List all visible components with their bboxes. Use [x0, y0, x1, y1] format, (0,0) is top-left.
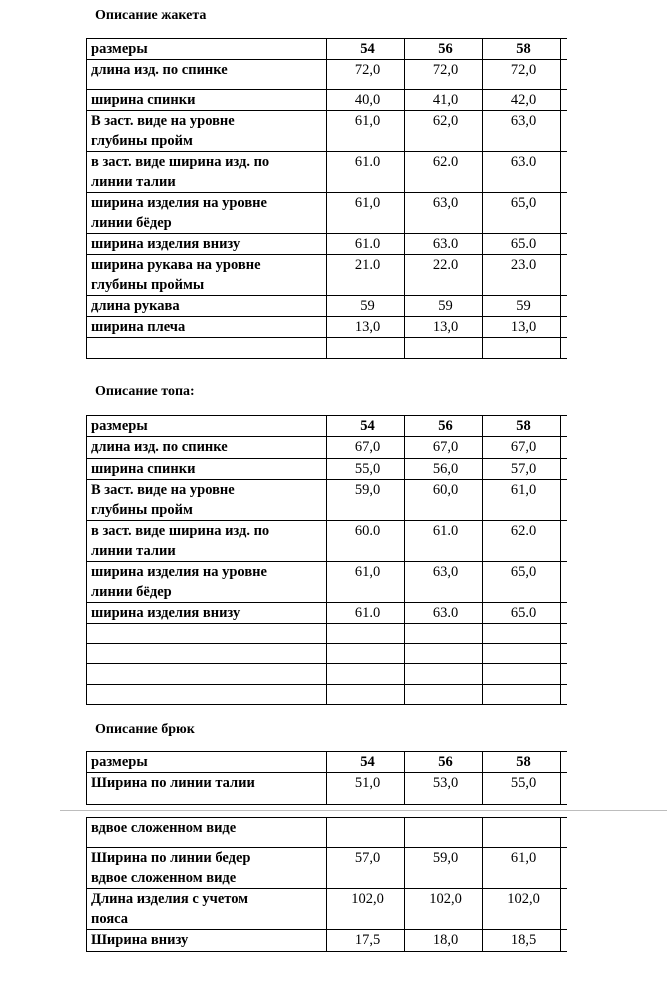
table-row	[87, 773, 567, 805]
table-row-empty	[87, 624, 567, 644]
table-cell	[561, 255, 567, 296]
row-value: 63.0	[405, 234, 483, 255]
table-cell	[561, 296, 567, 317]
row-label: длина изд. по спинке	[87, 437, 327, 459]
table-cell	[561, 459, 567, 480]
row-label: Длина изделия с учетом пояса	[87, 889, 327, 930]
row-value: 53,0	[405, 773, 483, 805]
table-header-row	[87, 39, 567, 60]
size-56-header: 56	[405, 752, 483, 773]
size-54-header: 54	[327, 39, 405, 60]
row-value: 18,0	[405, 930, 483, 952]
row-value	[483, 818, 561, 848]
table-row	[87, 562, 567, 603]
table-cell	[561, 685, 567, 705]
row-value: 102,0	[405, 889, 483, 930]
page-break-line	[60, 810, 667, 811]
row-value: 61,0	[327, 193, 405, 234]
row-value	[405, 818, 483, 848]
row-value: 23.0	[483, 255, 561, 296]
row-value: 61.0	[327, 152, 405, 193]
table-cell	[561, 60, 567, 90]
row-value: 61.0	[405, 521, 483, 562]
row-label: Ширина внизу	[87, 930, 327, 952]
table-header-row	[87, 416, 567, 437]
row-value: 55,0	[327, 459, 405, 480]
row-label: ширина спинки	[87, 459, 327, 480]
table-cell	[561, 317, 567, 338]
table-cell	[327, 664, 405, 685]
table-cell	[561, 480, 567, 521]
table-cell	[327, 644, 405, 664]
table-cell	[87, 644, 327, 664]
row-value: 59,0	[327, 480, 405, 521]
table-cell	[561, 818, 567, 848]
row-value: 62.0	[405, 152, 483, 193]
row-label: ширина плеча	[87, 317, 327, 338]
table-row	[87, 296, 567, 317]
row-label: Ширина по линии талии	[87, 773, 327, 805]
top-size-table	[86, 415, 567, 705]
table-cell	[561, 90, 567, 111]
table-cell	[327, 685, 405, 705]
table-cell	[405, 644, 483, 664]
row-value: 57,0	[483, 459, 561, 480]
row-value	[327, 818, 405, 848]
table-row	[87, 317, 567, 338]
table-row	[87, 152, 567, 193]
header-label: размеры	[87, 752, 327, 773]
table-cell	[561, 752, 567, 773]
row-value: 63,0	[405, 562, 483, 603]
table-cell	[483, 664, 561, 685]
table-cell	[561, 848, 567, 889]
row-value: 61.0	[327, 234, 405, 255]
row-value: 102,0	[327, 889, 405, 930]
row-value: 21.0	[327, 255, 405, 296]
row-value: 57,0	[327, 848, 405, 889]
row-label: в заст. виде ширина изд. по линии талии	[87, 152, 327, 193]
row-value: 63.0	[405, 603, 483, 624]
table-cell	[483, 624, 561, 644]
row-value: 65.0	[483, 603, 561, 624]
row-label: В заст. виде на уровне глубины пройм	[87, 480, 327, 521]
row-value: 61,0	[327, 562, 405, 603]
row-value: 17,5	[327, 930, 405, 952]
row-value: 55,0	[483, 773, 561, 805]
table-row-empty	[87, 685, 567, 705]
row-value: 63,0	[405, 193, 483, 234]
table-cell	[87, 338, 327, 359]
table-cell	[87, 685, 327, 705]
row-label: в заст. виде ширина изд. по линии талии	[87, 521, 327, 562]
row-value: 22.0	[405, 255, 483, 296]
table-cell	[405, 685, 483, 705]
table-row	[87, 234, 567, 255]
table-cell	[561, 603, 567, 624]
size-54-header: 54	[327, 416, 405, 437]
table-header-row	[87, 752, 567, 773]
table-cell	[561, 773, 567, 805]
table-row	[87, 930, 567, 952]
table-row	[87, 60, 567, 90]
size-54-header: 54	[327, 752, 405, 773]
row-label: ширина рукава на уровне глубины проймы	[87, 255, 327, 296]
row-value: 51,0	[327, 773, 405, 805]
table-cell	[561, 437, 567, 459]
table-cell	[561, 889, 567, 930]
table-row	[87, 603, 567, 624]
trousers-size-table-continued	[86, 817, 567, 952]
row-label: ширина изделия внизу	[87, 234, 327, 255]
table-row	[87, 437, 567, 459]
row-value: 40,0	[327, 90, 405, 111]
row-value: 67,0	[483, 437, 561, 459]
table-row-empty	[87, 644, 567, 664]
table-cell	[561, 521, 567, 562]
table-cell	[561, 664, 567, 685]
row-label: длина рукава	[87, 296, 327, 317]
size-58-header: 58	[483, 752, 561, 773]
row-value: 60.0	[327, 521, 405, 562]
table-row	[87, 111, 567, 152]
row-label: ширина изделия на уровне линии бёдер	[87, 193, 327, 234]
row-value: 62,0	[405, 111, 483, 152]
row-value: 61,0	[327, 111, 405, 152]
table-row	[87, 848, 567, 889]
table-cell	[561, 930, 567, 952]
row-label: Ширина по линии бедер вдвое сложенном виде	[87, 848, 327, 889]
table-row	[87, 818, 567, 848]
jacket-size-table	[86, 38, 567, 359]
row-value: 41,0	[405, 90, 483, 111]
row-value: 59	[327, 296, 405, 317]
table-cell	[561, 193, 567, 234]
table-cell	[405, 338, 483, 359]
size-58-header: 58	[483, 39, 561, 60]
table-cell	[561, 416, 567, 437]
row-label: В заст. виде на уровне глубины пройм	[87, 111, 327, 152]
row-value: 67,0	[327, 437, 405, 459]
table-row-empty	[87, 338, 567, 359]
table-cell	[87, 624, 327, 644]
row-label: вдвое сложенном виде	[87, 818, 327, 848]
row-label: ширина изделия внизу	[87, 603, 327, 624]
row-value: 62.0	[483, 521, 561, 562]
table-cell	[483, 685, 561, 705]
row-value: 56,0	[405, 459, 483, 480]
row-value: 18,5	[483, 930, 561, 952]
row-value: 63.0	[483, 152, 561, 193]
table-cell	[327, 624, 405, 644]
row-value: 72,0	[405, 60, 483, 90]
row-value: 13,0	[483, 317, 561, 338]
row-value: 65,0	[483, 193, 561, 234]
top-section-title: Описание топа:	[95, 384, 195, 399]
row-value: 13,0	[327, 317, 405, 338]
size-56-header: 56	[405, 416, 483, 437]
row-value: 60,0	[405, 480, 483, 521]
row-value: 65,0	[483, 562, 561, 603]
row-label: длина изд. по спинке	[87, 60, 327, 90]
row-value: 59,0	[405, 848, 483, 889]
header-label: размеры	[87, 416, 327, 437]
table-cell	[405, 624, 483, 644]
table-row	[87, 255, 567, 296]
row-label: ширина спинки	[87, 90, 327, 111]
row-value: 72,0	[327, 60, 405, 90]
table-cell	[561, 111, 567, 152]
row-value: 42,0	[483, 90, 561, 111]
table-row	[87, 90, 567, 111]
table-cell	[561, 624, 567, 644]
table-cell	[87, 664, 327, 685]
row-value: 13,0	[405, 317, 483, 338]
row-value: 59	[405, 296, 483, 317]
row-value: 61.0	[327, 603, 405, 624]
trousers-section-title: Описание брюк	[95, 722, 195, 737]
row-value: 67,0	[405, 437, 483, 459]
table-row-empty	[87, 664, 567, 685]
table-cell	[483, 644, 561, 664]
table-row	[87, 480, 567, 521]
table-row	[87, 889, 567, 930]
jacket-section-title: Описание жакета	[95, 8, 207, 23]
row-value: 59	[483, 296, 561, 317]
table-cell	[561, 338, 567, 359]
size-56-header: 56	[405, 39, 483, 60]
table-cell	[483, 338, 561, 359]
row-value: 102,0	[483, 889, 561, 930]
table-cell	[561, 152, 567, 193]
table-cell	[327, 338, 405, 359]
row-value: 63,0	[483, 111, 561, 152]
size-58-header: 58	[483, 416, 561, 437]
table-cell	[561, 644, 567, 664]
table-cell	[405, 664, 483, 685]
table-row	[87, 193, 567, 234]
table-cell	[561, 562, 567, 603]
trousers-size-table	[86, 751, 567, 805]
row-value: 61,0	[483, 848, 561, 889]
table-row	[87, 459, 567, 480]
row-value: 61,0	[483, 480, 561, 521]
row-value: 72,0	[483, 60, 561, 90]
row-value: 65.0	[483, 234, 561, 255]
row-label: ширина изделия на уровне линии бёдер	[87, 562, 327, 603]
table-cell	[561, 234, 567, 255]
table-row	[87, 521, 567, 562]
table-cell	[561, 39, 567, 60]
header-label: размеры	[87, 39, 327, 60]
